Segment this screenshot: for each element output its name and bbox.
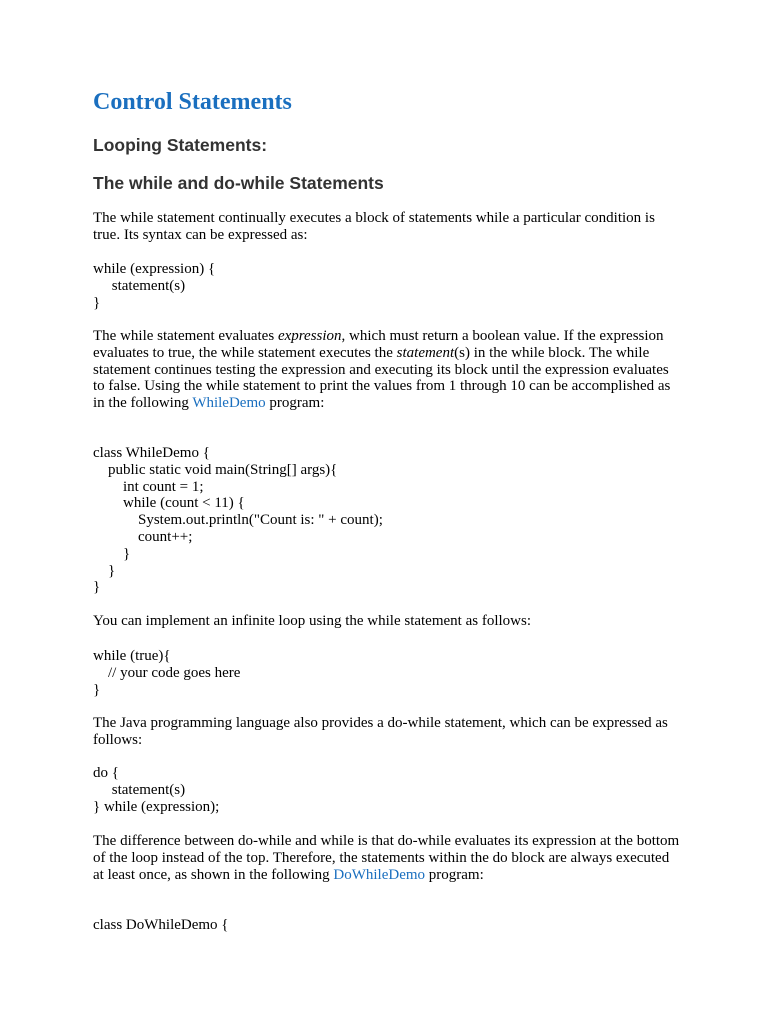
code-line: int count = 1; <box>93 478 204 495</box>
do-while-difference-paragraph <box>93 833 683 883</box>
code-line: do { <box>93 765 119 781</box>
intro-paragraph: The while statement continually executes a block of statements while a particular condition is true. Its syntax can be expressed as: <box>93 210 655 243</box>
code-line: } <box>93 579 101 596</box>
emphasis-text: expression <box>277 328 342 344</box>
subsection-heading: The while and do-while Statements <box>93 173 384 193</box>
whiledemo-link[interactable]: WhileDemo <box>192 395 266 412</box>
page-title: Control Statements <box>93 89 292 115</box>
paragraph-text: , which must return a boolean value. If the expression evaluates to true, the while statement executes the <box>93 328 664 361</box>
paragraph-text: program: <box>265 395 325 412</box>
whiledemo-code <box>93 445 683 596</box>
code-line: count++; <box>93 528 193 545</box>
while-syntax-code <box>93 261 683 311</box>
code-line: while (expression) { <box>93 261 216 277</box>
code-line: System.out.println("Count is: " + count); <box>93 512 383 529</box>
dowhiledemo-link[interactable]: DoWhileDemo <box>333 866 426 883</box>
code-line: } <box>93 545 131 562</box>
section-heading: Looping Statements: <box>93 135 268 155</box>
code-line: while (true){ <box>93 648 171 664</box>
code-line: statement(s) <box>93 781 186 798</box>
paragraph-text: program: <box>425 866 484 883</box>
code-line: } <box>93 294 101 311</box>
code-line: public static void main(String[] args){ <box>93 461 338 478</box>
code-line: while (count < 11) { <box>93 495 245 512</box>
infinite-loop-code <box>93 648 683 698</box>
infinite-loop-paragraph: You can implement an infinite loop using the while statement as follows: <box>93 613 531 629</box>
do-while-intro-paragraph: The Java programming language also provides a do-while statement, which can be expressed as follows: <box>93 715 668 748</box>
do-while-syntax-code <box>93 765 683 815</box>
code-line: // your code goes here <box>93 664 241 681</box>
code-line: statement(s) <box>93 277 186 294</box>
emphasis-text: statement <box>396 344 455 361</box>
paragraph-text: (s) in the while block. The while statement continues testing the expression and executing its block until the expression evaluates to false. Using the while statement to print the values from 1 through 10 can be accomplished as in the following <box>93 344 671 412</box>
while-explanation-paragraph <box>93 328 683 412</box>
paragraph-text: The while statement evaluates <box>93 328 278 344</box>
code-line: } <box>93 681 101 698</box>
code-line: } <box>93 562 116 579</box>
code-line: } while (expression); <box>93 798 220 815</box>
code-line: class DoWhileDemo { <box>93 917 229 933</box>
paragraph-text: The difference between do-while and while is that do-while evaluates its expression at the bottom of the loop instead of the top. Therefore, the statements within the do block are always executed at least once, as shown in the following <box>93 833 680 883</box>
code-line: class WhileDemo { <box>93 445 210 461</box>
dowhiledemo-code <box>93 917 683 934</box>
